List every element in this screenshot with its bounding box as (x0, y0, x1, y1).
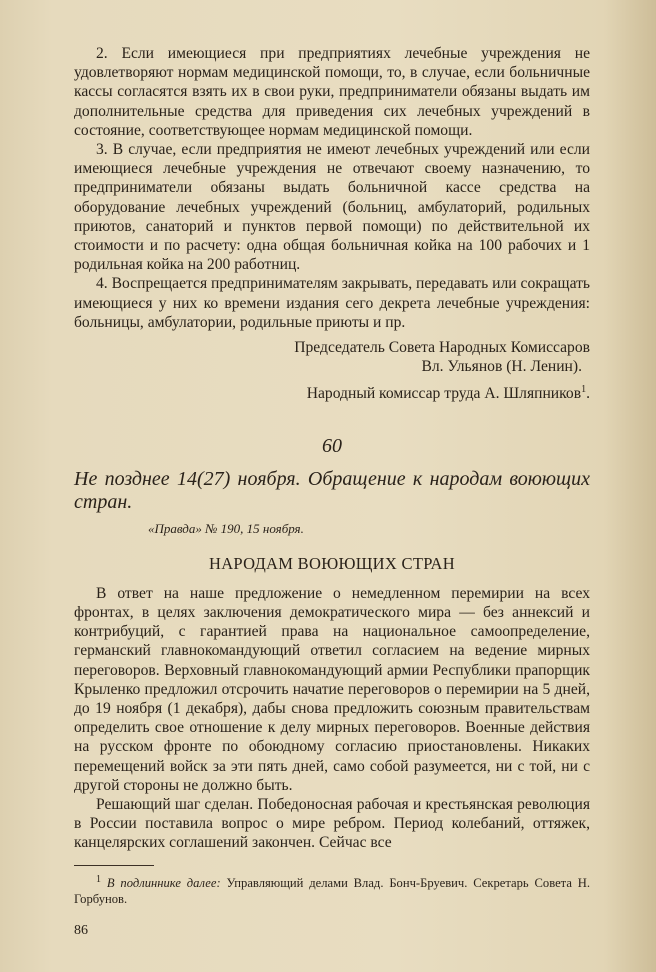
decree-paragraph-3: 3. В случае, если предприятия не имеют лечебных учреждений или если имеющиеся лечебные учреждения не отвечают своему назначению, то предприниматели обязаны выдать больничной кассе средства на оборудование лечебных учреждений (больниц, амбулаторий, родильных приютов, санаторий и пунктов первой помощи) по действительной их стоимости и по расчету: одна общая больничная койка на 100 рабочих и 1 родильная койка на 200 работниц. (74, 141, 590, 274)
signature-lenin: Вл. Ульянов (Н. Ленин). (421, 358, 582, 376)
document-title: Не позднее 14(27) ноября. Обращение к народам воюющих стран. (74, 467, 590, 513)
footnote-reference: 1 (581, 384, 587, 396)
body-paragraph-1: В ответ на наше предложение о немедленном перемирии на всех фронтах, в целях заключения демократического мира — без аннексий и контрибуций, с гарантией права на национальное самоопределение, германский главнокомандующий ответил согласием на ведение мирных переговоров. Верховный главнокомандующий армии Республики прапорщик Крыленко предложил отсрочить начатие переговоров о перемирии на 5 дней, до 19 ноября (1 декабря), дабы снова предложить союзным правительствам определить свое отношение к делу мирных переговоров. Военные действия на русском фронте по обоюдному согласию приостановлены. Никаких перемещений войск за эти пять дней, само собой разумеется, ни с той, ни с другой стороны не должно быть. (74, 584, 590, 794)
footnote-divider (74, 865, 154, 866)
page-number: 86 (74, 922, 88, 938)
footnote-text: Управляющий делами Влад. Бонч-Бруевич. Секретарь Совета Н. Горбунов. (74, 875, 591, 906)
decree-paragraph-2: 2. Если имеющиеся при предприятиях лечебные учреждения не удовлетворяют нормам медицинской помощи, то, в случае, если больничные кассы согласятся взять их в свои руки, предприниматели обязаны выдать им дополнительные средства для приведения сих лечебных учреждений в состояние, соответствующее нормам медицинской помощи. (74, 45, 590, 139)
signature-shlyapnikov-end: . (586, 385, 590, 403)
footnote (74, 872, 590, 907)
footnote-italic: В подлиннике далее: (106, 875, 221, 890)
signature-shlyapnikov-text: Народный комиссар труда А. Шляпников (306, 385, 582, 403)
text-column (74, 44, 590, 939)
signature-block (74, 338, 590, 404)
section-heading: НАРОДАМ ВОЮЮЩИХ СТРАН (209, 553, 455, 573)
document-number: 60 (322, 434, 342, 457)
decree-paragraph-4: 4. Воспрещается предпринимателям закрывать, передавать или сокращать имеющиеся у них ко времени издания сего декрета лечебные учреждения: больницы, амбулатории, родильные приюты и пр. (74, 275, 591, 331)
signature-shlyapnikov (74, 380, 590, 403)
footnote-mark: 1 (96, 873, 101, 885)
signature-chairman-title: Председатель Совета Народных Комиссаров (294, 339, 590, 357)
document-source: «Правда» № 190, 15 ноября. (148, 520, 304, 536)
body-paragraph-2: Решающий шаг сделан. Победоносная рабочая и крестьянская революция в России поставила вопрос о мире ребром. Период колебаний, оттяжек, канцелярских соглашений закончен. Сейчас все (74, 796, 590, 852)
